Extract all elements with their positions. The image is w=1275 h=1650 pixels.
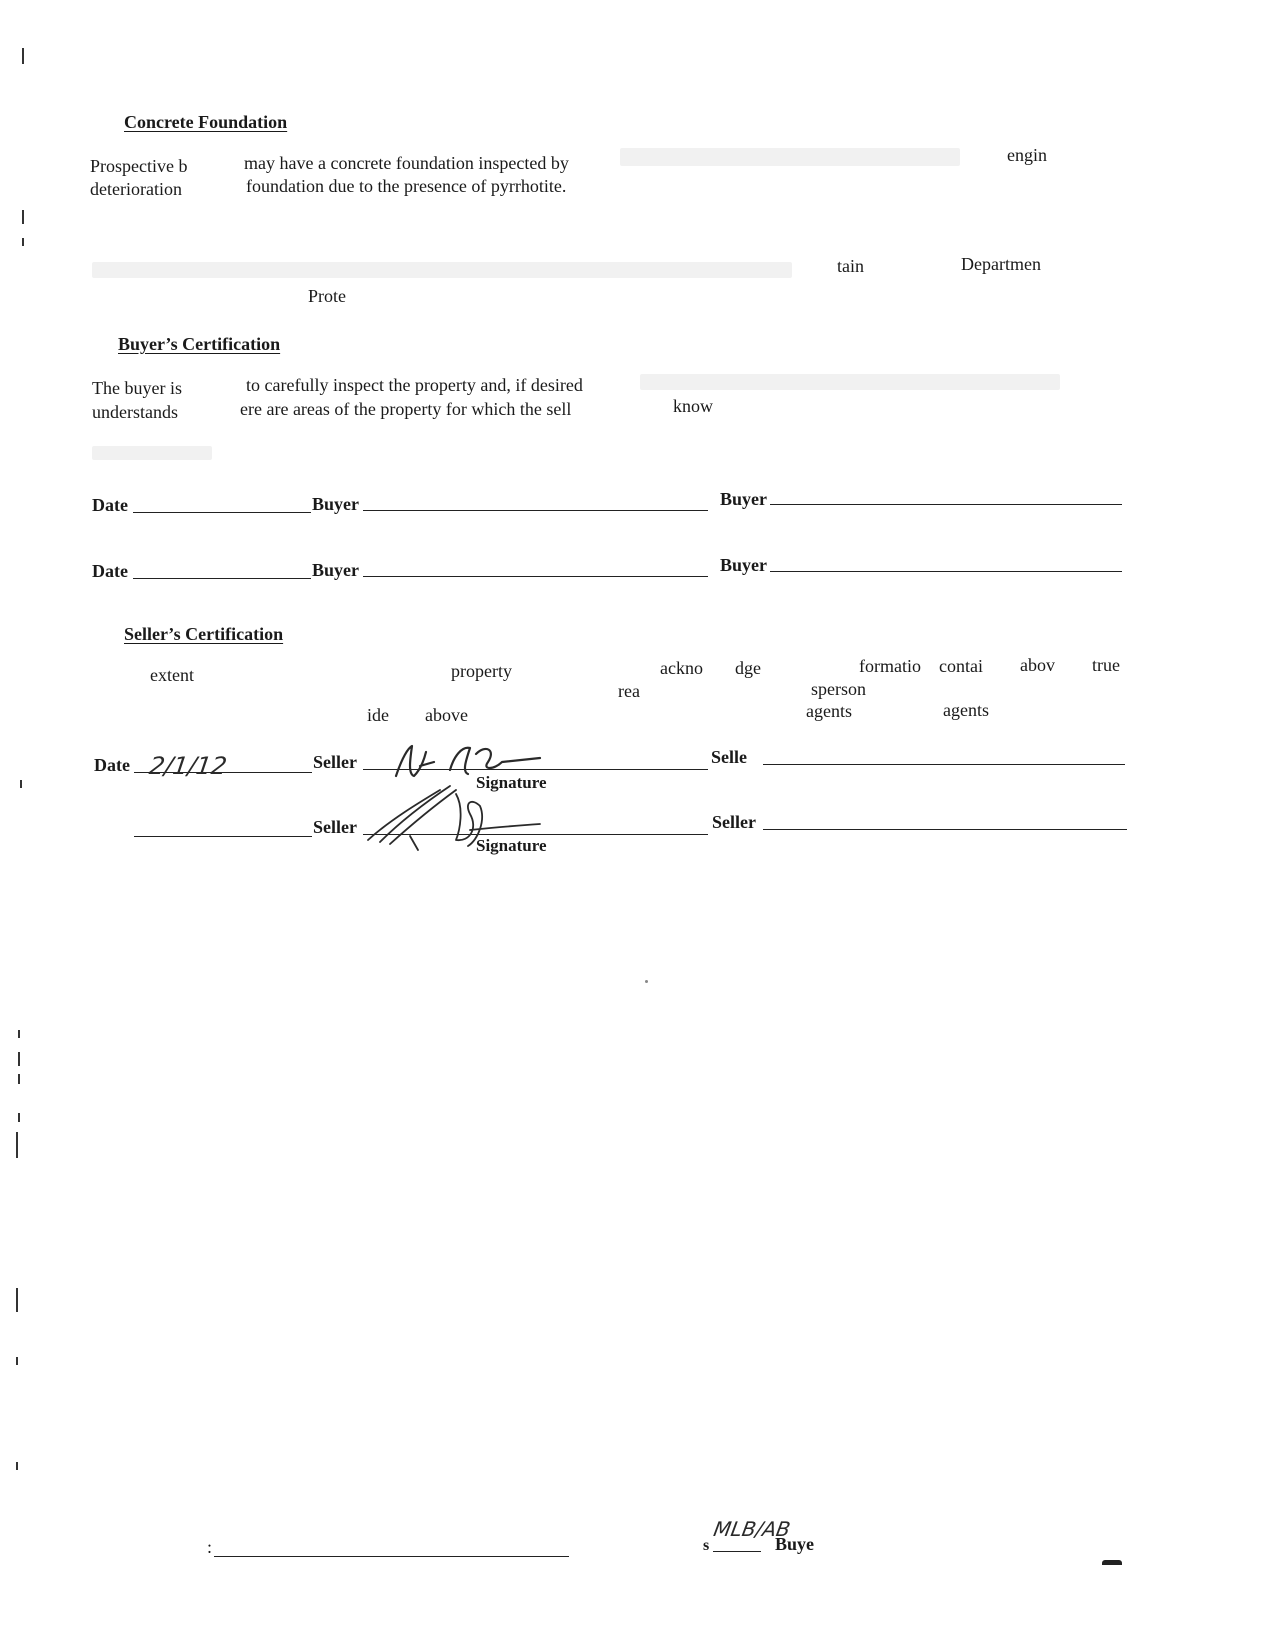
concrete-fragment-prote: Prote [308, 286, 346, 306]
concrete-fragment-tain: tain [837, 256, 864, 276]
buyer-date-field[interactable] [133, 512, 311, 513]
scan-mark [16, 1357, 18, 1365]
scan-mark [18, 1113, 20, 1122]
footer-s-label: s [703, 1537, 710, 1554]
buyers-line2-mid: ere are areas of the property for which the sell [240, 399, 572, 419]
seller-text-fragment: ackno [660, 658, 703, 678]
signature-caption: Signature [476, 773, 547, 792]
buyer-signature-field[interactable] [770, 571, 1122, 572]
buyers-certification-heading: Buyer’s Certification [118, 334, 281, 354]
scan-mark [22, 210, 24, 224]
buyer-signature-field[interactable] [770, 504, 1122, 505]
seller-text-fragment: contai [939, 656, 983, 676]
buyer-date-label: Date [92, 495, 128, 515]
seller-text-fragment: above [425, 705, 468, 725]
faded-text-area [620, 148, 960, 166]
seller-text-fragment: agents [943, 700, 989, 720]
concrete-line1-right: engin [1007, 145, 1047, 165]
footer-initials-field[interactable] [713, 1551, 761, 1552]
footer-colon: : [207, 1537, 213, 1557]
buyer-date-field[interactable] [133, 578, 311, 579]
buyers-line2-left: understands [92, 402, 178, 422]
faded-text-area [92, 262, 792, 278]
buyer-label: Buyer [720, 489, 767, 509]
buyers-line2-right: know [673, 396, 713, 416]
scan-mark [16, 1462, 18, 1470]
seller-text-fragment: ide [367, 705, 389, 725]
handwritten-date [148, 748, 258, 784]
concrete-fragment-department: Departmen [961, 254, 1041, 274]
seller-text-fragment: formatio [859, 656, 921, 676]
scan-mark [22, 48, 24, 64]
corner-mark [1102, 1560, 1122, 1565]
scan-mark [22, 238, 24, 246]
seller-date-label: Date [94, 755, 130, 775]
footer-buyer-label: Buye [775, 1534, 815, 1554]
concrete-line1-mid: may have a concrete foundation inspected by [244, 153, 569, 173]
buyer-signature-field[interactable] [363, 576, 708, 577]
signature-caption: Signature [476, 836, 547, 855]
buyer-date-label: Date [92, 561, 128, 581]
scan-mark [16, 1132, 18, 1158]
handwritten-date-text: 2/1/12 [147, 752, 229, 780]
buyers-line1-left: The buyer is [92, 378, 182, 398]
faded-text-area [92, 446, 212, 460]
seller-text-fragment: sperson [811, 679, 866, 699]
seller-label: Seller [313, 817, 357, 837]
scan-speck [645, 980, 648, 983]
sellers-certification-heading: Seller’s Certification [124, 624, 284, 644]
seller-text-fragment: dge [735, 658, 761, 678]
scan-mark [18, 1052, 20, 1066]
buyer-label: Buyer [312, 560, 359, 580]
seller-text-fragment: abov [1020, 655, 1055, 675]
scan-mark [18, 1074, 20, 1084]
seller-text-fragment: property [451, 661, 512, 681]
seller-text-fragment: true [1092, 655, 1120, 675]
faded-text-area [640, 374, 1060, 390]
seller-label: Selle [711, 747, 747, 767]
seller-text-fragment: rea [618, 681, 640, 701]
concrete-foundation-heading: Concrete Foundation [124, 112, 288, 132]
footer-blank-field[interactable] [214, 1556, 569, 1557]
handwritten-initials-text: MLB/AB [711, 1517, 793, 1541]
buyer-label: Buyer [312, 494, 359, 514]
seller-text-fragment: agents [806, 701, 852, 721]
concrete-line1-left: Prospective b [90, 156, 188, 176]
buyer-signature-field[interactable] [363, 510, 708, 511]
concrete-line2-mid: foundation due to the presence of pyrrhotite. [246, 176, 567, 196]
seller-label: Seller [313, 752, 357, 772]
buyer-label: Buyer [720, 555, 767, 575]
seller-label: Seller [712, 812, 756, 832]
seller-date-field[interactable] [134, 836, 312, 837]
scan-mark [16, 1288, 18, 1312]
concrete-line2-left: deterioration [90, 179, 182, 199]
scan-mark [18, 1030, 20, 1038]
seller-signature-field[interactable] [763, 829, 1127, 830]
buyers-line1-mid: to carefully inspect the property and, if desired [246, 375, 583, 395]
seller-signature-field[interactable] [763, 764, 1125, 765]
seller-text-fragment: extent [150, 665, 194, 685]
scan-mark [20, 780, 22, 788]
